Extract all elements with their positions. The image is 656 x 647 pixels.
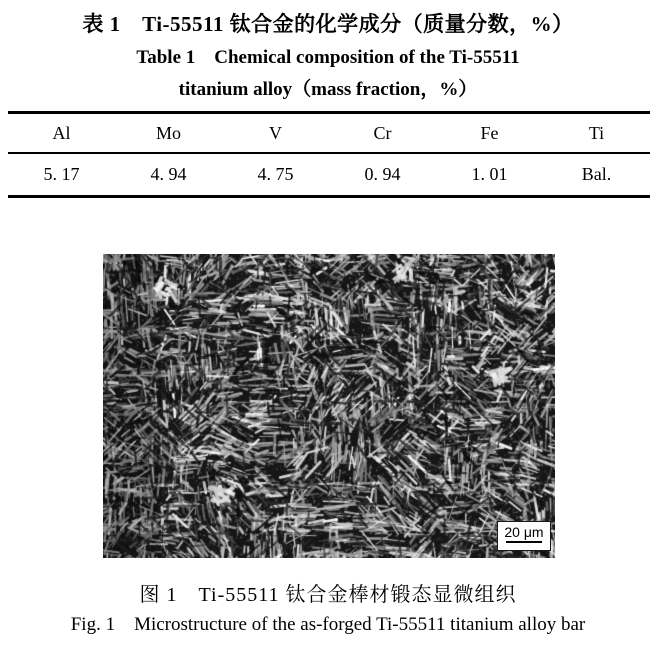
scale-bar-label: 20 μm [504,524,544,540]
table-header-cell: Cr [373,122,392,143]
scale-bar-line [506,541,542,543]
table-title-zh: 表 1 Ti-55511 钛合金的化学成分（质量分数，%） [82,12,574,36]
table-title-en-line2: titanium alloy（mass fraction，%） [178,79,478,100]
table-header-cell: V [269,122,282,143]
table-value-cell: Bal. [581,164,612,184]
table-header-cell: Mo [155,122,181,143]
scale-bar [497,521,551,551]
table-header-cell: Al [52,122,71,143]
figure-caption-zh: 图 1 Ti-55511 钛合金棒材锻态显微组织 [139,584,517,606]
table-title-en-line1: Table 1 Chemical composition of the Ti-55511 [136,47,520,68]
table-data-row [8,154,650,195]
table-header-cell: Fe [480,122,499,143]
micrograph-canvas [103,254,555,558]
table-value-cell: 0. 94 [364,164,401,184]
table-value-cell: 1. 01 [471,164,508,184]
table-value-cell: 4. 94 [150,164,187,184]
table-value-cell: 5. 17 [43,164,80,184]
table-value-cell: 4. 75 [257,164,294,184]
figure-caption-en: Fig. 1 Microstructure of the as-forged Ti-55511 titanium alloy bar [70,614,586,635]
micrograph-figure [103,254,555,558]
table-rule-bottom [8,195,650,198]
table-header-row [8,114,650,152]
table-header-cell: Ti [588,122,605,143]
